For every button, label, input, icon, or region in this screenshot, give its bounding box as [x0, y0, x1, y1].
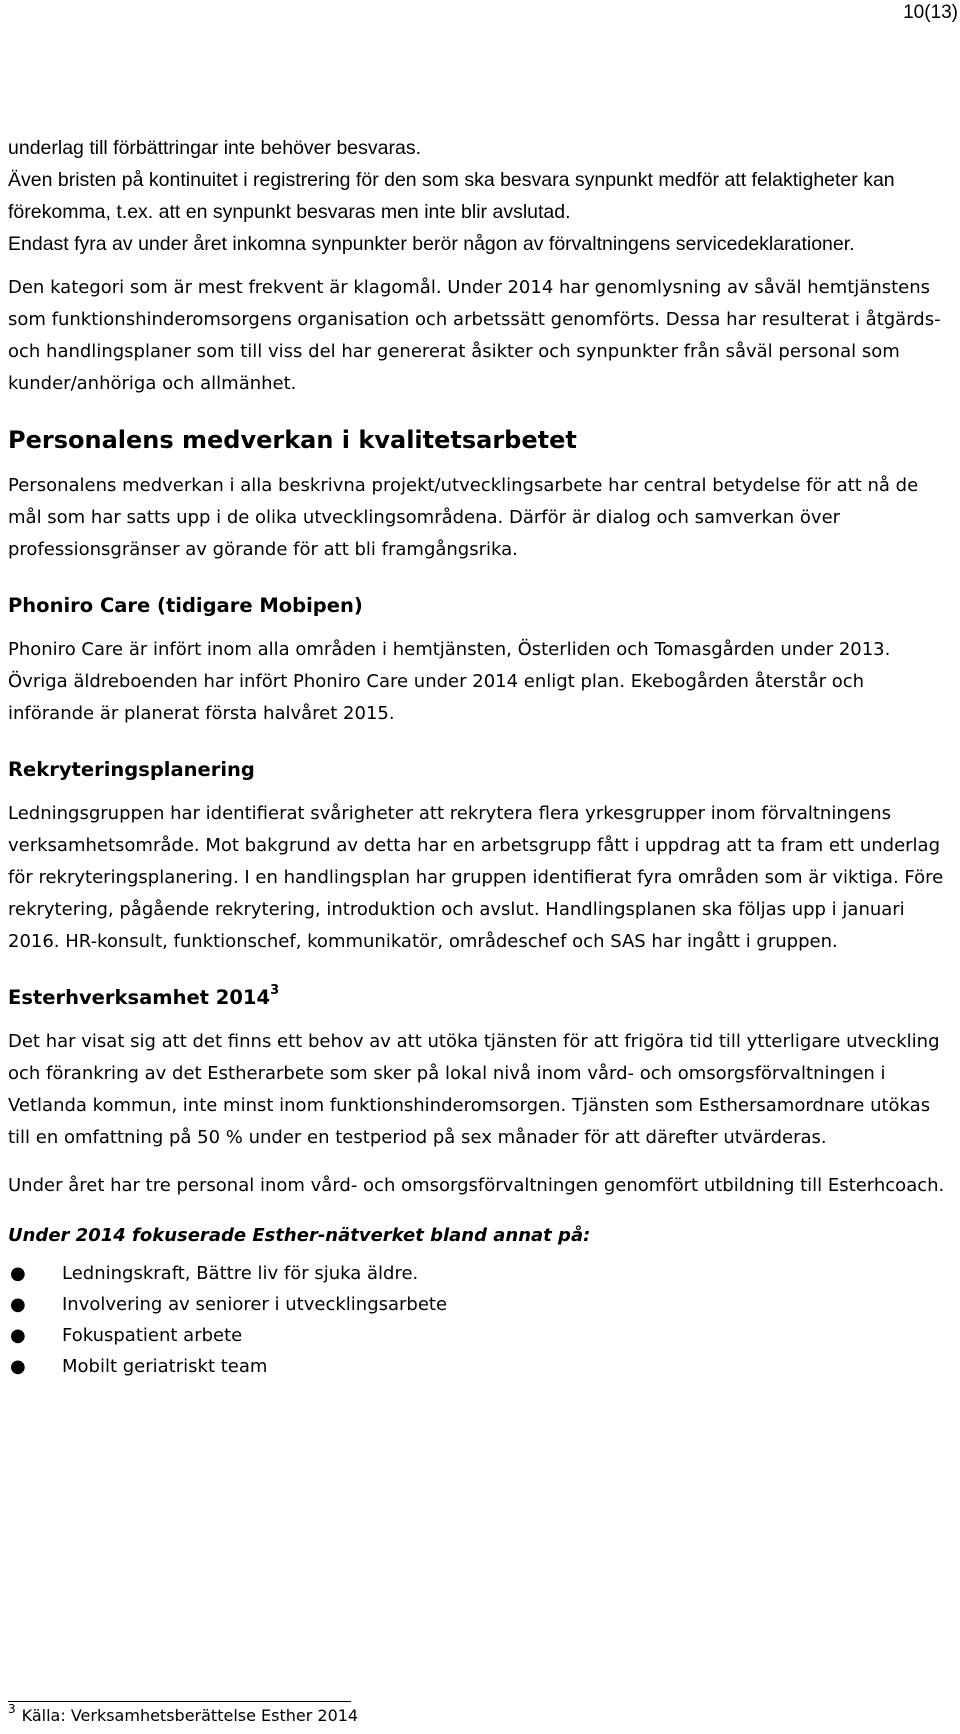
bullet-icon: ●: [10, 1263, 26, 1284]
bullet-icon: ●: [10, 1294, 26, 1315]
list-item: [8, 1320, 953, 1351]
intro-paragraph-1: underlag till förbättringar inte behöver besvaras.: [8, 137, 421, 159]
footnote-reference: 3: [270, 983, 280, 998]
section-text-rekrytering: Ledningsgruppen har identifierat svårigheter att rekrytera flera yrkesgrupper inom förvaltningens verksamhetsområde. Mot bakgrund av detta har en arbetsgrupp fått i uppdrag att ta fram ett underlag för rekryteringsplanering. I en handlingsplan har gruppen identifierat fyra områden som är viktiga. Före rekrytering, pågående rekrytering, introduktion och avslut. Handlingsplanen ska följas upp i januari 2016. HR-konsult, funktionschef, kommunikatör, områdeschef och SAS har ingått i gruppen.: [8, 803, 944, 952]
section-heading-ester: [8, 982, 953, 1014]
bullet-icon: ●: [10, 1356, 26, 1377]
footnote-divider: [8, 1701, 351, 1702]
focus-list: [8, 1258, 953, 1382]
list-item: [8, 1258, 953, 1289]
list-item: [8, 1351, 953, 1382]
bullet-icon: ●: [10, 1325, 26, 1346]
list-item-text: Involvering av seniorer i utvecklingsarbete: [62, 1294, 448, 1315]
focus-heading: Under 2014 fokuserade Esther-nätverket bland annat på:: [8, 1225, 591, 1246]
footnote-text: Källa: Verksamhetsberättelse Esther 2014: [21, 1706, 359, 1725]
intro-paragraph-2: Även bristen på kontinuitet i registrering för den som ska besvara synpunkt medför att felaktigheter kan förekomma, t.ex. att en synpunkt besvaras men inte blir avslutad.: [8, 169, 895, 223]
footnote-number: 3: [8, 1702, 16, 1716]
intro-paragraph-3: Endast fyra av under året inkomna synpunkter berör någon av förvaltningens servicedeklarationer.: [8, 233, 855, 255]
list-item-text: Ledningskraft, Bättre liv för sjuka äldre.: [62, 1263, 419, 1284]
list-item-text: Fokuspatient arbete: [62, 1325, 243, 1346]
footnote: [8, 1704, 358, 1728]
section-text-phoniro: Phoniro Care är infört inom alla områden i hemtjänsten, Österliden och Tomasgården under 2013. Övriga äldreboenden har infört Phoniro Care under 2014 enligt plan. Ekebogården återstår och införande är planerat första halvåret 2015.: [8, 639, 891, 724]
list-item-text: Mobilt geriatriskt team: [62, 1356, 268, 1377]
section-text-ester-2: Under året har tre personal inom vård- och omsorgsförvaltningen genomfört utbildning till Esterhcoach.: [8, 1175, 945, 1196]
list-item: [8, 1289, 953, 1320]
section-text-ester-1: Det har visat sig att det finns ett behov av att utöka tjänsten för att frigöra tid till ytterligare utveckling och förankring av det Estherarbete som sker på lokal nivå inom vård- och omsorgsförvaltningen i Vetlanda kommun, inte minst inom funktionshinderomsorgen. Tjänsten som Esthersamordnare utökas till en omfattning på 50 % under en testperiod på sex månader för att därefter utvärderas.: [8, 1031, 940, 1148]
section-heading-phoniro: Phoniro Care (tidigare Mobipen): [8, 594, 363, 617]
document-body: [8, 132, 953, 1382]
section-heading-ester-text: Esterhverksamhet 2014: [8, 986, 271, 1009]
section-text-personal: Personalens medverkan i alla beskrivna projekt/utvecklingsarbete har central betydelse för att nå de mål som har satts upp i de olika utvecklingsområdena. Därför är dialog och samverkan över professionsgränser av görande för att bli framgångsrika.: [8, 475, 919, 560]
section-heading-rekrytering: Rekryteringsplanering: [8, 758, 255, 781]
section-heading-personal: Personalens medverkan i kvalitetsarbetet: [8, 426, 577, 454]
page-number: 10(13): [903, 2, 958, 23]
category-paragraph: Den kategori som är mest frekvent är klagomål. Under 2014 har genomlysning av såväl hemtjänstens som funktionshinderomsorgens organisation och arbetssätt genomförts. Dessa har resulterat i åtgärds- och handlingsplaner som till viss del har genererat åsikter och synpunkter från såväl personal som kunder/anhöriga och allmänhet.: [8, 277, 941, 394]
